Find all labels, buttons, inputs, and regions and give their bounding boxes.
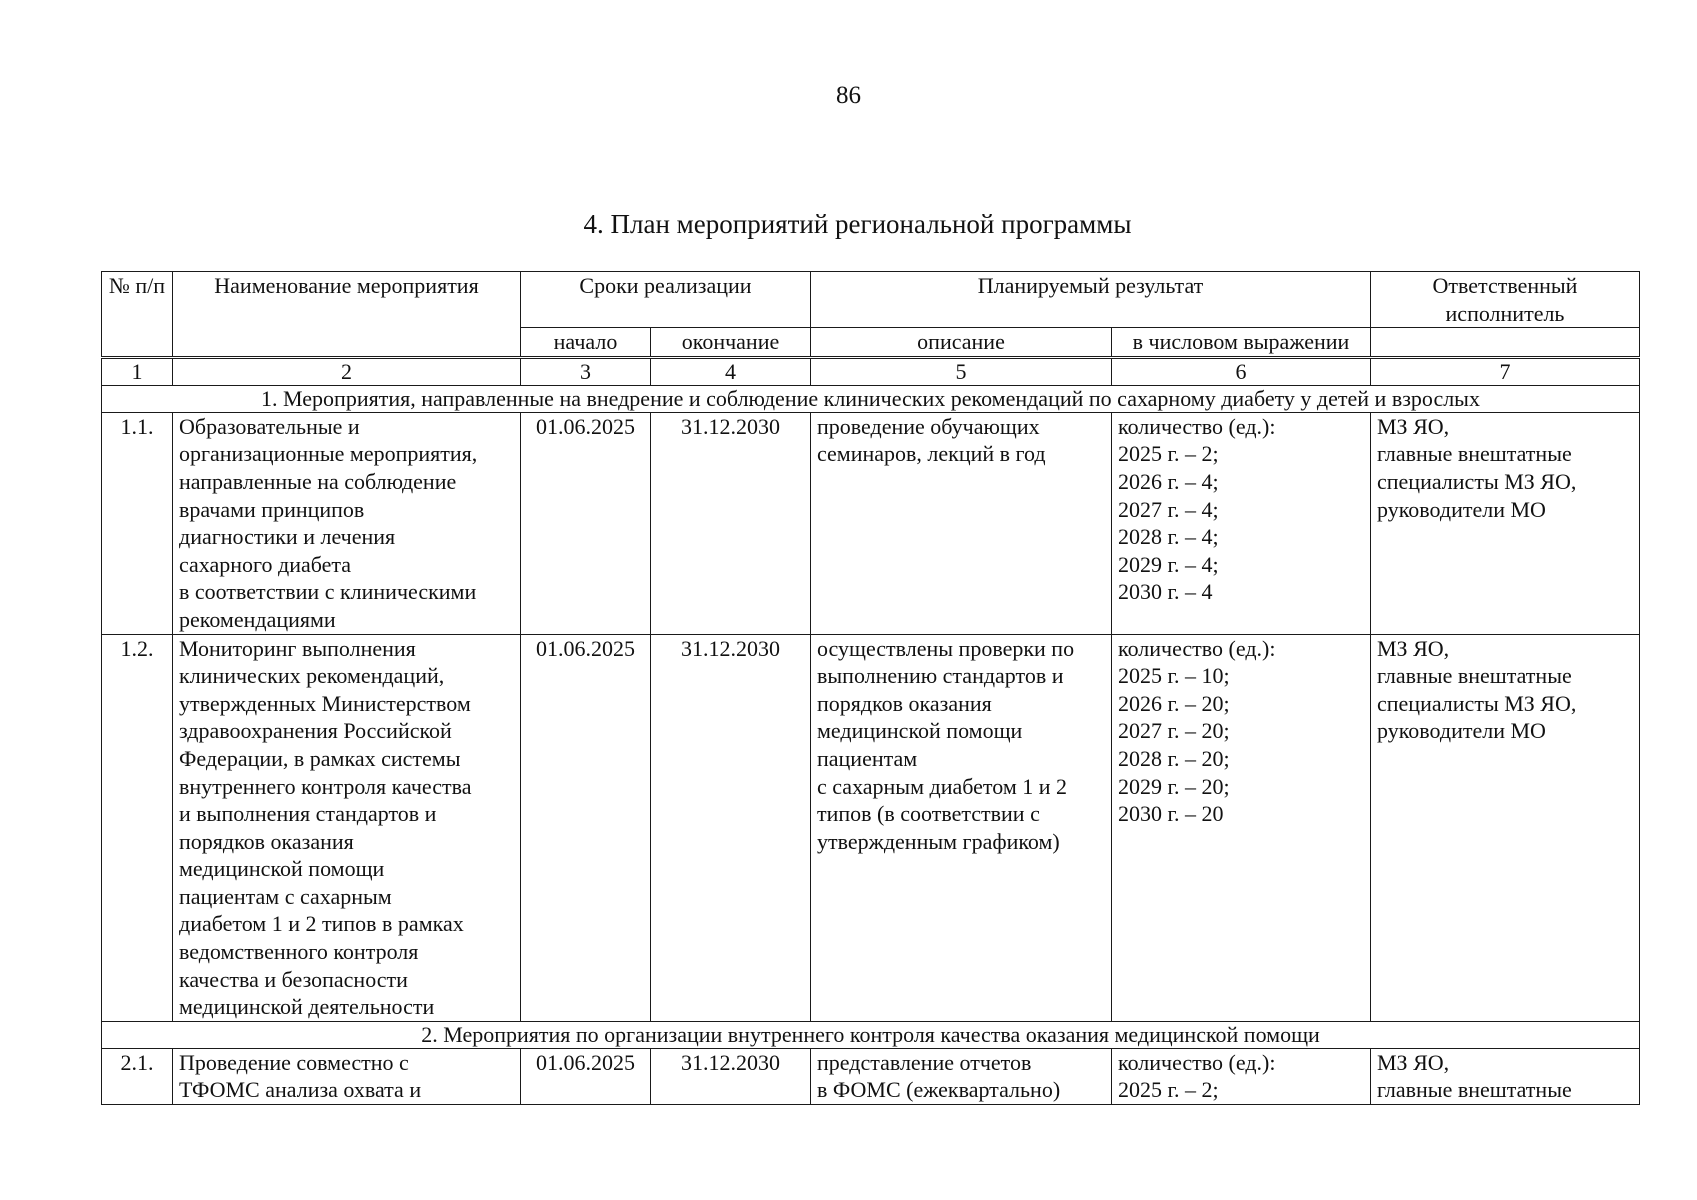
header-name: Наименование мероприятия [173,272,521,358]
cell-line: в ФОМС (ежеквартально) [817,1077,1061,1103]
row-responsible [1371,1048,1640,1104]
cell-line: 2030 г. – 4 [1118,579,1213,605]
cell-line: здравоохранения Российской [179,718,452,744]
header-description: описание [811,328,1112,358]
cell-line: внутреннего контроля качества [179,773,472,799]
cell-line: порядков оказания [817,690,992,716]
cell-line: представление отчетов [817,1049,1032,1075]
cell-line: 2028 г. – 20; [1118,745,1230,771]
row-numeric [1112,634,1371,1021]
document-title: 4. План мероприятий региональной программы [583,209,1132,239]
cell-line: ТФОМС анализа охвата и [179,1077,422,1103]
cell-line: количество (ед.): [1118,413,1276,439]
row-end: 31.12.2030 [651,634,811,1021]
section-row [102,385,1640,412]
column-number: 1 [102,357,173,385]
cell-line: главные внештатные [1377,1077,1572,1103]
row-numeric [1112,1048,1371,1104]
table-row [102,634,1640,1021]
table-row [102,412,1640,634]
cell-line: сахарного диабета [179,551,352,577]
row-responsible [1371,412,1640,634]
header-empty-cell [1371,328,1640,358]
cell-line: диабетом 1 и 2 типов в рамках [179,911,464,937]
cell-line: 2029 г. – 4; [1118,551,1219,577]
row-responsible [1371,634,1640,1021]
column-number: 2 [173,357,521,385]
column-number: 5 [811,357,1112,385]
row-start: 01.06.2025 [521,634,651,1021]
cell-line: и выполнения стандартов и [179,801,437,827]
cell-line: врачами принципов [179,496,365,522]
cell-line: 2025 г. – 2; [1118,441,1219,467]
action-plan-table [101,271,1640,1105]
cell-line: Федерации, в рамках системы [179,745,461,771]
cell-line: организационные мероприятия, [179,441,478,467]
cell-line: утвержденным графиком) [817,828,1060,854]
cell-line: порядков оказания [179,828,354,854]
cell-line: количество (ед.): [1118,1049,1276,1075]
row-num: 2.1. [102,1048,173,1104]
cell-line: клинических рекомендаций, [179,663,445,689]
row-end: 31.12.2030 [651,412,811,634]
row-start: 01.06.2025 [521,1048,651,1104]
cell-line: проведение обучающих [817,413,1040,439]
cell-line: 2026 г. – 4; [1118,468,1219,494]
cell-line: МЗ ЯО, [1377,413,1450,439]
cell-line: главные внештатные [1377,441,1572,467]
cell-line: утвержденных Министерством [179,690,471,716]
cell-line: 2030 г. – 20 [1118,801,1224,827]
cell-line: МЗ ЯО, [1377,635,1450,661]
cell-line: Проведение совместно с [179,1049,409,1075]
cell-line: руководители МО [1377,496,1546,522]
cell-line: Образовательные и [179,413,360,439]
cell-line: медицинской деятельности [179,994,435,1020]
cell-line: специалисты МЗ ЯО, [1377,468,1577,494]
row-start: 01.06.2025 [521,412,651,634]
column-number: 7 [1371,357,1640,385]
page-number: 86 [836,82,861,109]
cell-line: медицинской помощи [817,718,1023,744]
cell-line: пациентам [817,745,918,771]
cell-line: 2027 г. – 4; [1118,496,1219,522]
header-num: № п/п [102,272,173,358]
column-number: 6 [1112,357,1371,385]
cell-line: 2025 г. – 2; [1118,1077,1219,1103]
section-row [102,1021,1640,1048]
cell-line: семинаров, лекций в год [817,441,1046,467]
cell-line: медицинской помощи [179,856,385,882]
header-row [102,272,1640,328]
row-num: 1.2. [102,634,173,1021]
cell-line: осуществлены проверки по [817,635,1075,661]
cell-line: 2029 г. – 20; [1118,773,1230,799]
cell-line: специалисты МЗ ЯО, [1377,690,1577,716]
table-row [102,1048,1640,1104]
cell-line: качества и безопасности [179,966,408,992]
row-name [173,1048,521,1104]
cell-line: рекомендациями [179,606,336,632]
cell-line: с сахарным диабетом 1 и 2 [817,773,1068,799]
row-name [173,634,521,1021]
header-start: начало [521,328,651,358]
row-name [173,412,521,634]
header-end: окончание [651,328,811,358]
cell-line: 2028 г. – 4; [1118,524,1219,550]
row-num: 1.1. [102,412,173,634]
section-title: 1. Мероприятия, направленные на внедрение и соблюдение клинических рекомендаций по сахарному диабету у детей и взрослых [102,385,1640,412]
row-description [811,412,1112,634]
column-number: 4 [651,357,811,385]
cell-line: в соответствии с клиническими [179,579,477,605]
section-title: 2. Мероприятия по организации внутреннего контроля качества оказания медицинской помощи [102,1021,1640,1048]
cell-line: ведомственного контроля [179,939,419,965]
cell-line: главные внештатные [1377,663,1572,689]
cell-line: 2027 г. – 20; [1118,718,1230,744]
cell-line: количество (ед.): [1118,635,1276,661]
header-numeric: в числовом выражении [1112,328,1371,358]
header-responsible: Ответственный исполнитель [1371,272,1640,328]
cell-line: диагностики и лечения [179,524,396,550]
header-terms: Сроки реализации [521,272,811,328]
header-planned: Планируемый результат [811,272,1371,328]
cell-line: МЗ ЯО, [1377,1049,1450,1075]
cell-line: типов (в соответствии с [817,801,1040,827]
cell-line: 2025 г. – 10; [1118,663,1230,689]
row-description [811,1048,1112,1104]
column-number: 3 [521,357,651,385]
row-description [811,634,1112,1021]
cell-line: руководители МО [1377,718,1546,744]
cell-line: выполнению стандартов и [817,663,1064,689]
cell-line: 2026 г. – 20; [1118,690,1230,716]
cell-line: Мониторинг выполнения [179,635,416,661]
row-numeric [1112,412,1371,634]
cell-line: пациентам с сахарным [179,883,392,909]
row-end: 31.12.2030 [651,1048,811,1104]
cell-line: направленные на соблюдение [179,468,457,494]
column-number-row [102,357,1640,385]
